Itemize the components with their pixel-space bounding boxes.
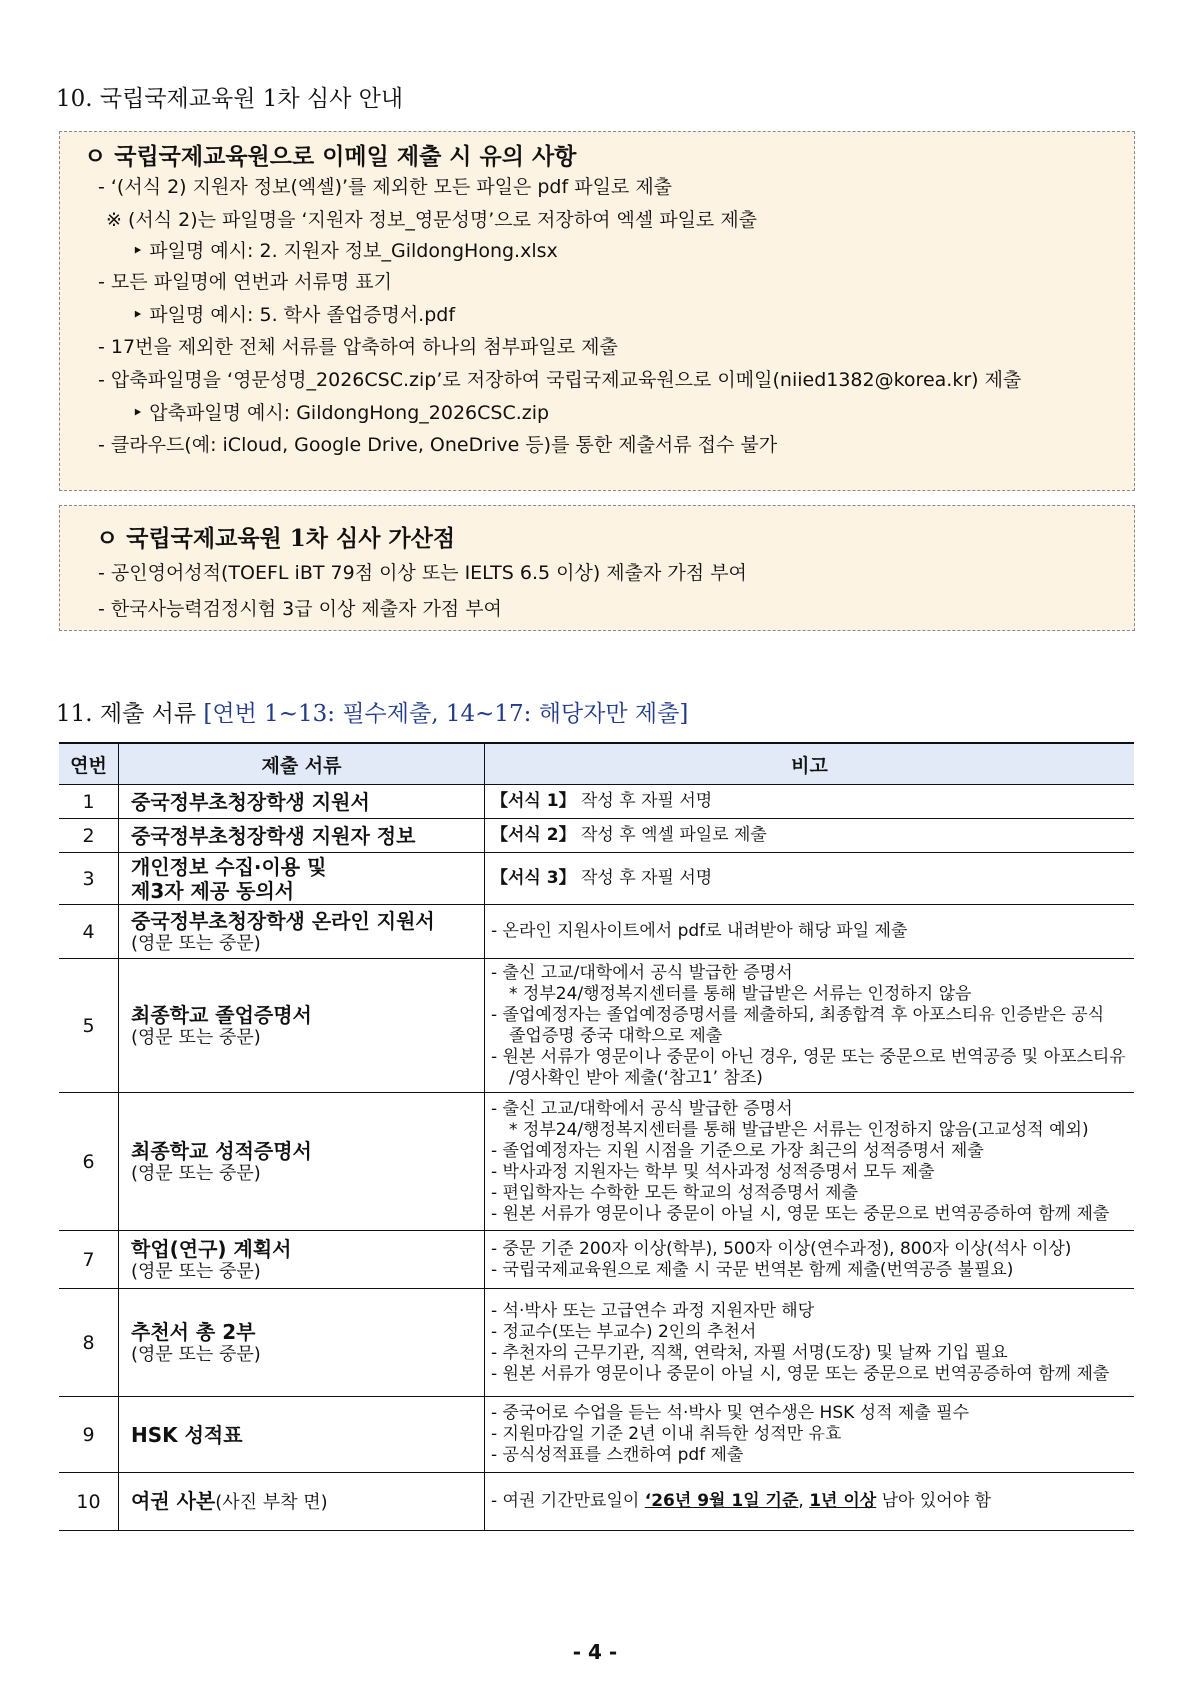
document-name: 제3자 제공 동의서: [131, 878, 295, 903]
remark-text: - 정교수(또는 부교수) 2인의 추천서: [491, 1321, 757, 1342]
remark-text: - 편입학자는 수학한 모든 학교의 성적증명서 제출: [491, 1182, 858, 1203]
remarks-cell: [485, 785, 1135, 819]
document-name-cell: [119, 1093, 485, 1231]
document-name-cell: [119, 905, 485, 959]
row-number: 8: [59, 1289, 119, 1397]
section-11-title: [56, 695, 688, 728]
document-name-cell: [119, 1289, 485, 1397]
remarks-cell: [485, 819, 1135, 853]
remark-text: * 정부24/행정복지센터를 통해 발급받은 서류는 인정하지 않음(고교성적 예외): [509, 1119, 1089, 1140]
document-language: (영문 또는 중문): [131, 1260, 261, 1282]
document-name: 학업(연구) 계획서: [131, 1236, 292, 1261]
document-name-cell: [119, 819, 485, 853]
table-row: [59, 819, 1134, 853]
remarks-cell: [485, 959, 1135, 1093]
remark-text: - 중국어로 수업을 듣는 석·박사 및 연수생은 HSK 성적 제출 필수: [491, 1403, 970, 1423]
notice-line: - 클라우드(예: iCloud, Google Drive, OneDrive 등)를 통한 제출서류 접수 불가: [98, 434, 778, 456]
row-number: 9: [59, 1397, 119, 1473]
remark-text: - 출신 고교/대학에서 공식 발급한 증명서: [491, 962, 793, 983]
header-document: 제출 서류: [119, 743, 485, 785]
page-number: - 4 -: [572, 1640, 618, 1664]
notice-line: - ‘(서식 2) 지원자 정보(엑셀)’를 제외한 모든 파일은 pdf 파일로 제출: [98, 176, 673, 198]
remarks-cell: [485, 853, 1135, 905]
remark-line: [491, 1183, 1134, 1204]
row-number: 1: [59, 785, 119, 819]
remark-line: [491, 1343, 1134, 1364]
remark-text: 남아 있어야 함: [876, 1491, 991, 1511]
remark-line: [491, 1424, 1134, 1445]
table-row: [59, 1093, 1134, 1231]
table-header-row: [59, 743, 1134, 785]
remark-text: 작성 후 엑셀 파일로 제출: [575, 825, 767, 845]
remark-line: [491, 1120, 1134, 1141]
document-name: 중국정부초청장학생 온라인 지원서: [131, 908, 435, 933]
row-number: 4: [59, 905, 119, 959]
row-number: 6: [59, 1093, 119, 1231]
remarks-cell: [485, 1473, 1135, 1531]
remark-line: [491, 1047, 1134, 1068]
remark-line: [491, 1322, 1134, 1343]
remark-text: * 정부24/행정복지센터를 통해 발급받은 서류는 인정하지 않음: [509, 983, 972, 1004]
remark-line: [491, 1445, 1134, 1466]
remark-text: - 여권 기간만료일이: [491, 1491, 645, 1511]
remark-line: [491, 791, 1134, 812]
remark-text: 작성 후 자필 서명: [575, 868, 713, 888]
notice-line: ‣ 파일명 예시: 2. 지원자 정보_GildongHong.xlsx: [132, 240, 558, 262]
section-10-title: 10. 국립국제교육원 1차 심사 안내: [56, 86, 404, 112]
table-row: [59, 1397, 1134, 1473]
notice-line: ‣ 파일명 예시: 5. 학사 졸업증명서.pdf: [132, 304, 456, 326]
remark-text: - 원본 서류가 영문이나 중문이 아닐 시, 영문 또는 중문으로 번역공증하여 함께 제출: [491, 1203, 1110, 1224]
remark-text: - 석·박사 또는 고급연수 과정 지원자만 해당: [491, 1300, 815, 1321]
row-number: 10: [59, 1473, 119, 1531]
notice-line: ※ (서식 2)는 파일명을 ‘지원자 정보_영문성명’으로 저장하여 엑셀 파일로 제출: [106, 209, 758, 231]
remark-text: - 중문 기준 200자 이상(학부), 500자 이상(연수과정), 800자 이상(석사 이상): [491, 1238, 1072, 1259]
document-name: 최종학교 졸업증명서: [131, 1002, 312, 1027]
remark-text: - 추천자의 근무기관, 직책, 연락처, 자필 서명(도장) 및 날짜 기입 필요: [491, 1342, 1008, 1363]
email-notice-box: [59, 131, 1135, 491]
document-name-cell: [119, 1231, 485, 1289]
remarks-cell: [485, 1231, 1135, 1289]
remark-line: [491, 1364, 1134, 1385]
remark-line: [491, 1260, 1134, 1281]
document-name: 추천서 총 2부: [131, 1319, 256, 1344]
remark-text: - 원본 서류가 영문이나 중문이 아닌 경우, 영문 또는 중문으로 번역공증 및 아포스티유: [491, 1046, 1126, 1067]
section-11-title-text: 11. 제출 서류: [56, 701, 204, 727]
table-row: [59, 1289, 1134, 1397]
document-name: 여권 사본: [131, 1489, 216, 1513]
remark-text: ,: [798, 1491, 810, 1511]
remark-line: [491, 1005, 1134, 1026]
remark-emphasis: ‘26년 9월 1일 기준: [644, 1491, 799, 1511]
notice-line: - 17번을 제외한 전체 서류를 압축하여 하나의 첨부파일로 제출: [98, 336, 618, 358]
table-row: [59, 959, 1134, 1093]
document-name: 개인정보 수집·이용 및: [131, 854, 327, 879]
row-number: 5: [59, 959, 119, 1093]
document-name: 중국정부초청장학생 지원자 정보: [131, 823, 416, 848]
form-reference: 【서식 3】: [491, 868, 576, 888]
header-remarks: 비고: [485, 743, 1135, 785]
remark-text: - 졸업예정자는 지원 시점을 기준으로 가장 최근의 성적증명서 제출: [491, 1140, 984, 1161]
row-number: 2: [59, 819, 119, 853]
remark-line: [491, 1141, 1134, 1162]
notice-line: - 모든 파일명에 연번과 서류명 표기: [98, 271, 393, 293]
remark-text: - 공식성적표를 스캔하여 pdf 제출: [491, 1445, 744, 1465]
remark-text: - 온라인 지원사이트에서 pdf로 내려받아 해당 파일 제출: [491, 921, 908, 941]
table-row: [59, 785, 1134, 819]
remark-line: [491, 984, 1134, 1005]
document-name-detail: (사진 부착 면): [215, 1492, 328, 1513]
remark-text: - 출신 고교/대학에서 공식 발급한 증명서: [491, 1098, 793, 1119]
remarks-cell: [485, 1093, 1135, 1231]
table-row: [59, 1231, 1134, 1289]
notice-line: - 압축파일명을 ‘영문성명_2026CSC.zip’로 저장하여 국립국제교육원으로 이메일(niied1382@korea.kr) 제출: [98, 369, 1022, 391]
bonus-line: - 한국사능력검정시험 3급 이상 제출자 가점 부여: [98, 598, 502, 620]
remark-line: [491, 1491, 1134, 1512]
notice-line: ‣ 압축파일명 예시: GildongHong_2026CSC.zip: [132, 402, 550, 424]
remark-line: [491, 921, 1134, 942]
remark-line: [491, 1204, 1134, 1225]
bonus-line: - 공인영어성적(TOEFL iBT 79점 이상 또는 IELTS 6.5 이상) 제출자 가점 부여: [98, 562, 747, 584]
remark-text: - 박사과정 지원자는 학부 및 석사과정 성적증명서 모두 제출: [491, 1161, 935, 1182]
document-name-cell: [119, 959, 485, 1093]
table-row: [59, 853, 1134, 905]
remark-line: [491, 1301, 1134, 1322]
document-name-cell: [119, 785, 485, 819]
remark-line: [491, 868, 1134, 889]
remarks-cell: [485, 1289, 1135, 1397]
remark-text: 작성 후 자필 서명: [575, 791, 713, 811]
remarks-cell: [485, 905, 1135, 959]
form-reference: 【서식 2】: [491, 825, 576, 845]
remark-text: - 지원마감일 기준 2년 이내 취득한 성적만 유효: [491, 1424, 842, 1444]
remark-line: [491, 1099, 1134, 1120]
document-language: (영문 또는 중문): [131, 1343, 261, 1365]
header-no: 연번: [59, 743, 119, 785]
remark-line: [491, 1068, 1134, 1089]
remark-text: /영사확인 받아 제출(‘참고1’ 참조): [509, 1067, 763, 1088]
document-language: (영문 또는 중문): [131, 932, 261, 954]
row-number: 7: [59, 1231, 119, 1289]
remark-text: - 국립국제교육원으로 제출 시 국문 번역본 함께 제출(번역공증 불필요): [491, 1259, 1014, 1280]
document-name: HSK 성적표: [131, 1422, 243, 1447]
bonus-points-heading: ㅇ 국립국제교육원 1차 심사 가산점: [96, 525, 456, 552]
document-language: (영문 또는 중문): [131, 1162, 261, 1184]
remark-line: [491, 1162, 1134, 1183]
table-row: [59, 905, 1134, 959]
documents-table: [59, 742, 1134, 1531]
table-row: [59, 1473, 1134, 1531]
remark-text: 졸업증명 중국 대학으로 제출: [509, 1025, 723, 1046]
remark-text: - 졸업예정자는 졸업예정증명서를 제출하되, 최종합격 후 아포스티유 인증받은 공식: [491, 1004, 1105, 1025]
remarks-cell: [485, 1397, 1135, 1473]
document-name-cell: [119, 1397, 485, 1473]
remark-line: [491, 1239, 1134, 1260]
document-language: (영문 또는 중문): [131, 1026, 261, 1048]
table-body: [59, 785, 1134, 1531]
remark-line: [491, 1026, 1134, 1047]
remark-line: [491, 825, 1134, 846]
document-name: 중국정부초청장학생 지원서: [131, 789, 370, 814]
email-notice-heading: ㅇ 국립국제교육원으로 이메일 제출 시 유의 사항: [84, 143, 577, 170]
section-11-note: [연번 1~13: 필수제출, 14~17: 해당자만 제출]: [203, 701, 689, 727]
document-name-cell: [119, 1473, 485, 1531]
document-name-cell: [119, 853, 485, 905]
bonus-points-box: [59, 505, 1135, 631]
remark-text: - 원본 서류가 영문이나 중문이 아닐 시, 영문 또는 중문으로 번역공증하여 함께 제출: [491, 1363, 1110, 1384]
remark-line: [491, 1403, 1134, 1424]
remark-emphasis: 1년 이상: [809, 1491, 877, 1511]
row-number: 3: [59, 853, 119, 905]
document-name: 최종학교 성적증명서: [131, 1138, 312, 1163]
form-reference: 【서식 1】: [491, 791, 576, 811]
remark-line: [491, 963, 1134, 984]
